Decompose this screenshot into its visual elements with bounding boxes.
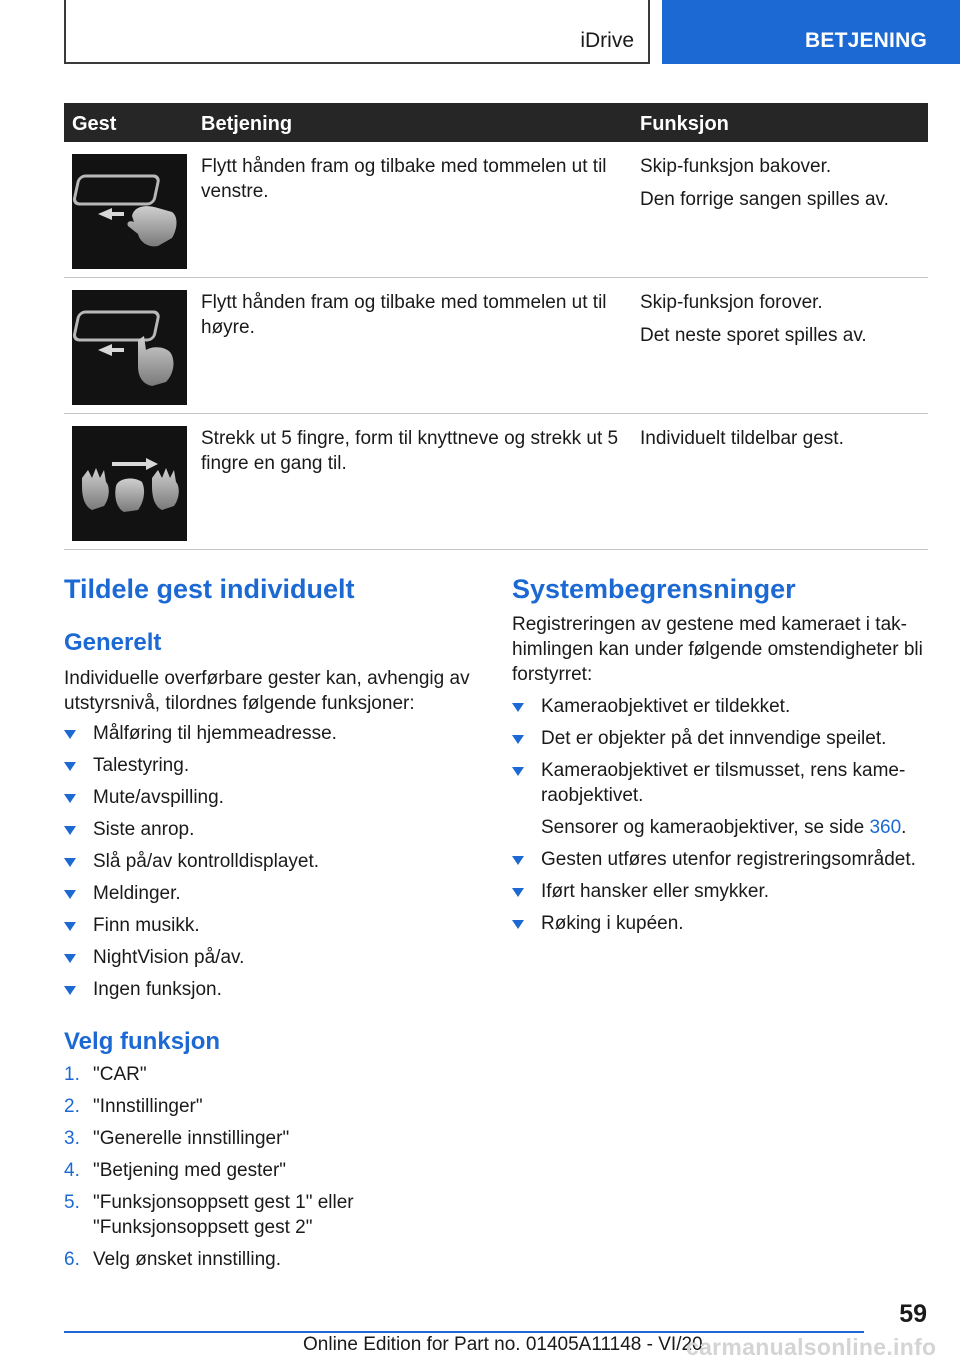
operation-text: Flytt hånden fram og tilbake med tommelen ut til høyre. xyxy=(201,292,607,338)
header-function: Funksjon xyxy=(640,113,729,135)
step-item xyxy=(64,1126,474,1151)
gesture-table xyxy=(64,103,928,550)
spread-fist-gesture-icon xyxy=(72,426,187,541)
steps-list xyxy=(64,1062,474,1279)
list-item-text: Det er objekter på det innvendige speilet. xyxy=(541,728,887,749)
list-item xyxy=(64,721,474,746)
page-link[interactable]: 360 xyxy=(869,817,902,838)
footer-edition: Online Edition for Part no. 01405A11148 - VI/20 xyxy=(303,1334,703,1355)
step-number: 1. xyxy=(64,1064,80,1085)
reference-text: Sensorer og kameraobjektiver, se side xyxy=(541,817,870,838)
subheading-select-function: Velg funksjon xyxy=(64,1028,221,1055)
function-line: Skip-funksjon forover. xyxy=(640,292,823,313)
list-item xyxy=(512,758,932,840)
list-item xyxy=(512,879,932,904)
triangle-bullet-icon xyxy=(64,986,76,995)
general-intro: Individuelle overførbare gester kan, avhengig av utstyrsnivå, tilordnes følgende funksjoner: xyxy=(64,668,470,714)
list-item-text: Iført hansker eller smykker. xyxy=(541,881,770,902)
limits-list xyxy=(512,694,932,943)
step-item xyxy=(64,1062,474,1087)
function-text xyxy=(640,426,928,459)
list-item-text: Ingen funksjon. xyxy=(93,979,222,1000)
step-text: "Innstillinger" xyxy=(93,1096,203,1117)
page-number: 59 xyxy=(899,1300,927,1328)
operation-text: Strekk ut 5 fingre, form til knyttneve og strekk ut 5 fingre en gang til. xyxy=(201,428,619,474)
function-text xyxy=(640,154,928,220)
header-section-box xyxy=(64,0,650,64)
header-chapter-box xyxy=(662,0,960,64)
list-item-text: Meldinger. xyxy=(93,883,181,904)
header-chapter-title: BETJENING xyxy=(805,29,927,52)
header-gesture: Gest xyxy=(72,113,117,135)
list-item xyxy=(64,977,474,1002)
table-row xyxy=(64,142,928,278)
function-line: Det neste sporet spilles av. xyxy=(640,325,867,346)
list-item xyxy=(512,694,932,719)
list-item xyxy=(512,726,932,751)
step-number: 2. xyxy=(64,1096,80,1117)
thumb-right-gesture-icon xyxy=(72,290,187,405)
list-item xyxy=(64,913,474,938)
list-item-text: Slå på/av kontrolldisplayet. xyxy=(93,851,320,872)
triangle-bullet-icon xyxy=(64,826,76,835)
list-item-text: NightVision på/av. xyxy=(93,947,245,968)
step-item xyxy=(64,1094,474,1119)
step-text: "Funksjonsoppsett gest 1" eller "Funksjonsoppsett gest 2" xyxy=(93,1192,354,1238)
function-line: Skip-funksjon bakover. xyxy=(640,156,832,177)
triangle-bullet-icon xyxy=(64,922,76,931)
step-item xyxy=(64,1247,474,1272)
section-title-system-limits: Systembegrensninger xyxy=(512,574,796,604)
step-text: "Generelle innstillinger" xyxy=(93,1128,290,1149)
list-item-text: Røking i kupéen. xyxy=(541,913,684,934)
table-header-row xyxy=(64,103,928,142)
watermark: carmanualsonline.info xyxy=(686,1334,937,1360)
list-item xyxy=(64,945,474,970)
triangle-bullet-icon xyxy=(64,858,76,867)
list-item-text: Kameraobjektivet er tilsmusset, rens kameraobjektivet. xyxy=(541,760,906,806)
list-item xyxy=(64,881,474,906)
step-number: 6. xyxy=(64,1249,80,1270)
list-item xyxy=(64,817,474,842)
list-item-text: Kameraobjektivet er tildekket. xyxy=(541,696,791,717)
list-item-text: Siste anrop. xyxy=(93,819,195,840)
list-item xyxy=(512,847,932,872)
triangle-bullet-icon xyxy=(512,888,524,897)
list-item xyxy=(512,911,932,936)
triangle-bullet-icon xyxy=(512,703,524,712)
function-list xyxy=(64,721,474,1009)
list-item xyxy=(64,849,474,874)
list-item-text: Mute/avspilling. xyxy=(93,787,224,808)
triangle-bullet-icon xyxy=(512,735,524,744)
table-row xyxy=(64,278,928,414)
header-section-title: iDrive xyxy=(580,29,634,52)
function-text xyxy=(640,290,928,356)
list-item xyxy=(64,785,474,810)
step-number: 5. xyxy=(64,1192,80,1213)
function-line: Individuelt tildelbar gest. xyxy=(640,428,844,449)
triangle-bullet-icon xyxy=(64,794,76,803)
step-text: "CAR" xyxy=(93,1064,147,1085)
list-item-text: Målføring til hjemmeadresse. xyxy=(93,723,337,744)
operation-text: Flytt hånden fram og tilbake med tommelen ut til venstre. xyxy=(201,156,607,202)
step-item xyxy=(64,1190,394,1240)
subheading-general: Generelt xyxy=(64,629,162,656)
table-row xyxy=(64,414,928,550)
triangle-bullet-icon xyxy=(64,890,76,899)
triangle-bullet-icon xyxy=(64,762,76,771)
section-title-assign-gesture: Tildele gest individuelt xyxy=(64,574,355,604)
list-item xyxy=(64,753,474,778)
triangle-bullet-icon xyxy=(512,856,524,865)
step-item xyxy=(64,1158,474,1183)
function-line: Den forrige sangen spilles av. xyxy=(640,189,889,210)
see-page-reference xyxy=(541,815,932,840)
triangle-bullet-icon xyxy=(64,954,76,963)
triangle-bullet-icon xyxy=(64,730,76,739)
list-item-text: Talestyring. xyxy=(93,755,190,776)
step-text: Velg ønsket innstilling. xyxy=(93,1249,281,1270)
list-item-text: Gesten utføres utenfor registreringsområdet. xyxy=(541,849,916,870)
reference-suffix: . xyxy=(901,817,907,838)
list-item-text: Finn musikk. xyxy=(93,915,200,936)
footer-divider xyxy=(64,1331,864,1333)
triangle-bullet-icon xyxy=(512,920,524,929)
thumb-left-gesture-icon xyxy=(72,154,187,269)
header-operation: Betjening xyxy=(201,113,293,135)
step-number: 4. xyxy=(64,1160,80,1181)
system-limits-intro: Registreringen av gestene med kameraet i takhimlingen kan under følgende omstendigheter bli forstyrret: xyxy=(512,614,923,685)
step-number: 3. xyxy=(64,1128,80,1149)
triangle-bullet-icon xyxy=(512,767,524,776)
step-text: "Betjening med gester" xyxy=(93,1160,287,1181)
